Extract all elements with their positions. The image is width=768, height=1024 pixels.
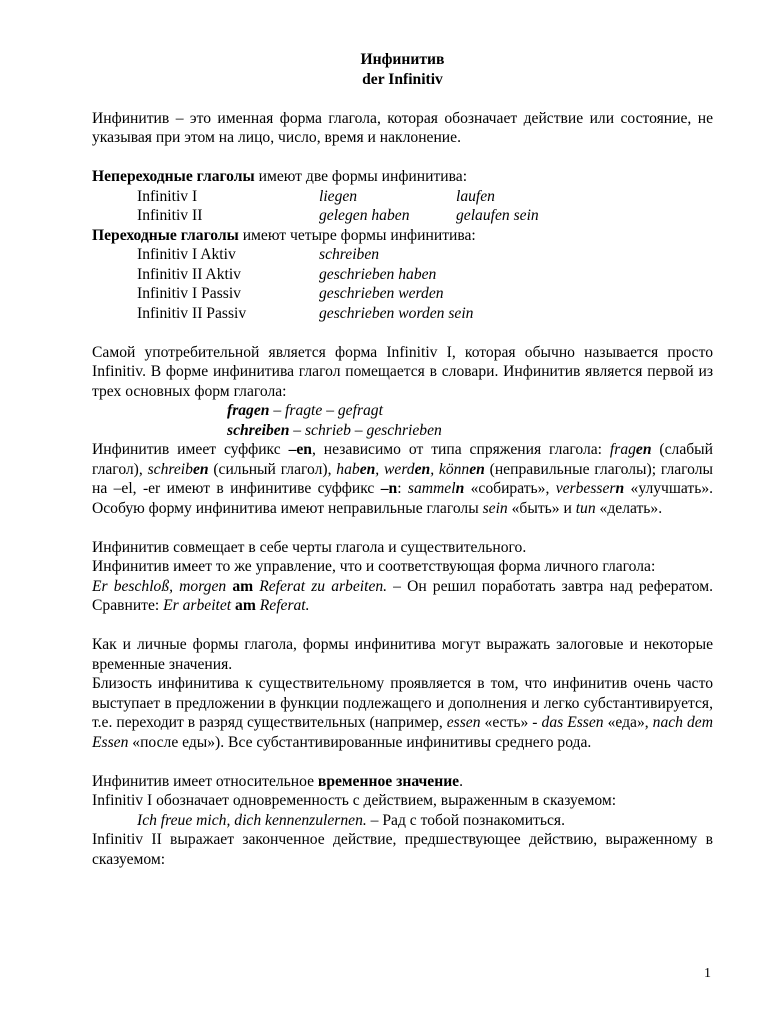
spacer bbox=[92, 89, 713, 109]
spacer bbox=[92, 323, 713, 343]
infinitiv-1-paragraph: Infinitiv I обозначает одновременность с действием, выраженным в сказуемом: bbox=[92, 792, 617, 809]
intro-paragraph: Инфинитив – это именная форма глагола, которая обозначает действие или состояние, не указывая при этом на лицо, число, время и наклонение. bbox=[92, 109, 713, 146]
form-name: Infinitiv I Passiv bbox=[137, 285, 241, 302]
transitive-term: Переходные глаголы bbox=[92, 226, 239, 244]
document-body bbox=[92, 50, 713, 869]
infinitiv-2-paragraph: Infinitiv II выражает законченное действие, предшествующее действию, выраженному в сказуемом: bbox=[92, 831, 713, 868]
title-german: der Infinitiv bbox=[362, 70, 443, 88]
spacer bbox=[92, 148, 713, 168]
form-name: Infinitiv II bbox=[137, 207, 203, 224]
main-forms-fragen: fragen – fragte – gefragt bbox=[227, 402, 383, 419]
transitive-lead: Переходные глаголы имеют четыре формы инфинитива: bbox=[92, 226, 476, 244]
spacer bbox=[92, 752, 713, 772]
form-name: Infinitiv II Passiv bbox=[137, 304, 247, 322]
form-name: Infinitiv I Aktiv bbox=[137, 246, 236, 263]
form-example: schreiben bbox=[319, 246, 380, 263]
form-example: geschrieben werden bbox=[319, 285, 444, 302]
form-example: laufen bbox=[456, 187, 495, 205]
main-forms-schreiben: schreiben – schrieb – geschrieben bbox=[227, 421, 442, 439]
page-number: 1 bbox=[704, 966, 711, 981]
infinitiv-1-example: Ich freue mich, dich kennenzulernen. – Рад с тобой познакомиться. bbox=[137, 811, 565, 829]
form-example: geschrieben haben bbox=[319, 265, 437, 283]
form-name: Infinitiv II Aktiv bbox=[137, 265, 241, 283]
intransitive-lead: Непереходные глаголы имеют две формы инфинитива: bbox=[92, 168, 468, 185]
intransitive-row-1 bbox=[92, 187, 713, 207]
tense-paragraph: Инфинитив имеет относительное временное значение. bbox=[92, 772, 464, 790]
suffix-paragraph: Инфинитив имеет суффикс –en, независимо от типа спряжения глагола: fragen (слабый глагол), schreiben (сильный глагол), haben, werden, können (неправильные глаголы); глаголы на –el, -er имеют в инфинитиве суффикс –n: sammeln «собирать», verbessern «улучшать». Особую форму инфинитива имеют неправильные глаголы sein «быть» и tun «делать». bbox=[92, 441, 714, 517]
title-russian: Инфинитив bbox=[360, 51, 445, 68]
form-example: gelaufen sein bbox=[456, 207, 539, 224]
intransitive-term: Непереходные глаголы bbox=[92, 168, 255, 185]
government-example: Er beschloß, morgen am Referat zu arbeiten. – Он решил поработать завтра над рефератом. Сравните: Er arbeitet am Referat. bbox=[92, 577, 713, 614]
spacer bbox=[92, 616, 713, 636]
noun-paragraph: Близость инфинитива к существительному проявляется в том, что инфинитив очень часто выступает в предложении в функции подлежащего и дополнения и легко субстантивируется, т.е. переходит в разряд существительных (например, essen «есть» - das Essen «еда», nach dem Essen «после еды»). Все субстантивированные инфинитивы среднего рода. bbox=[92, 675, 713, 751]
combine-paragraph: Инфинитив совмещает в себе черты глагола и существительного. bbox=[92, 538, 527, 556]
transitive-row-2 bbox=[92, 265, 713, 285]
voice-paragraph: Как и личные формы глагола, формы инфинитива могут выражать залоговые и некоторые временные значения. bbox=[92, 636, 713, 673]
usage-paragraph: Самой употребительной является форма Infinitiv I, которая обычно называется просто Infinitiv. В форме инфинитива глагол помещается в словари. Инфинитив является первой из трех основных форм глагола: bbox=[92, 343, 713, 400]
transitive-row-3 bbox=[92, 284, 713, 304]
form-name: Infinitiv I bbox=[137, 187, 198, 205]
spacer bbox=[92, 518, 713, 538]
form-example: gelegen haben bbox=[319, 207, 410, 224]
transitive-row-1 bbox=[92, 245, 713, 265]
government-paragraph: Инфинитив имеет то же управление, что и соответствующая форма личного глагола: bbox=[92, 558, 656, 575]
intransitive-row-2 bbox=[92, 206, 713, 226]
transitive-row-4 bbox=[92, 304, 713, 324]
form-example: geschrieben worden sein bbox=[319, 304, 474, 322]
form-example: liegen bbox=[319, 187, 358, 205]
